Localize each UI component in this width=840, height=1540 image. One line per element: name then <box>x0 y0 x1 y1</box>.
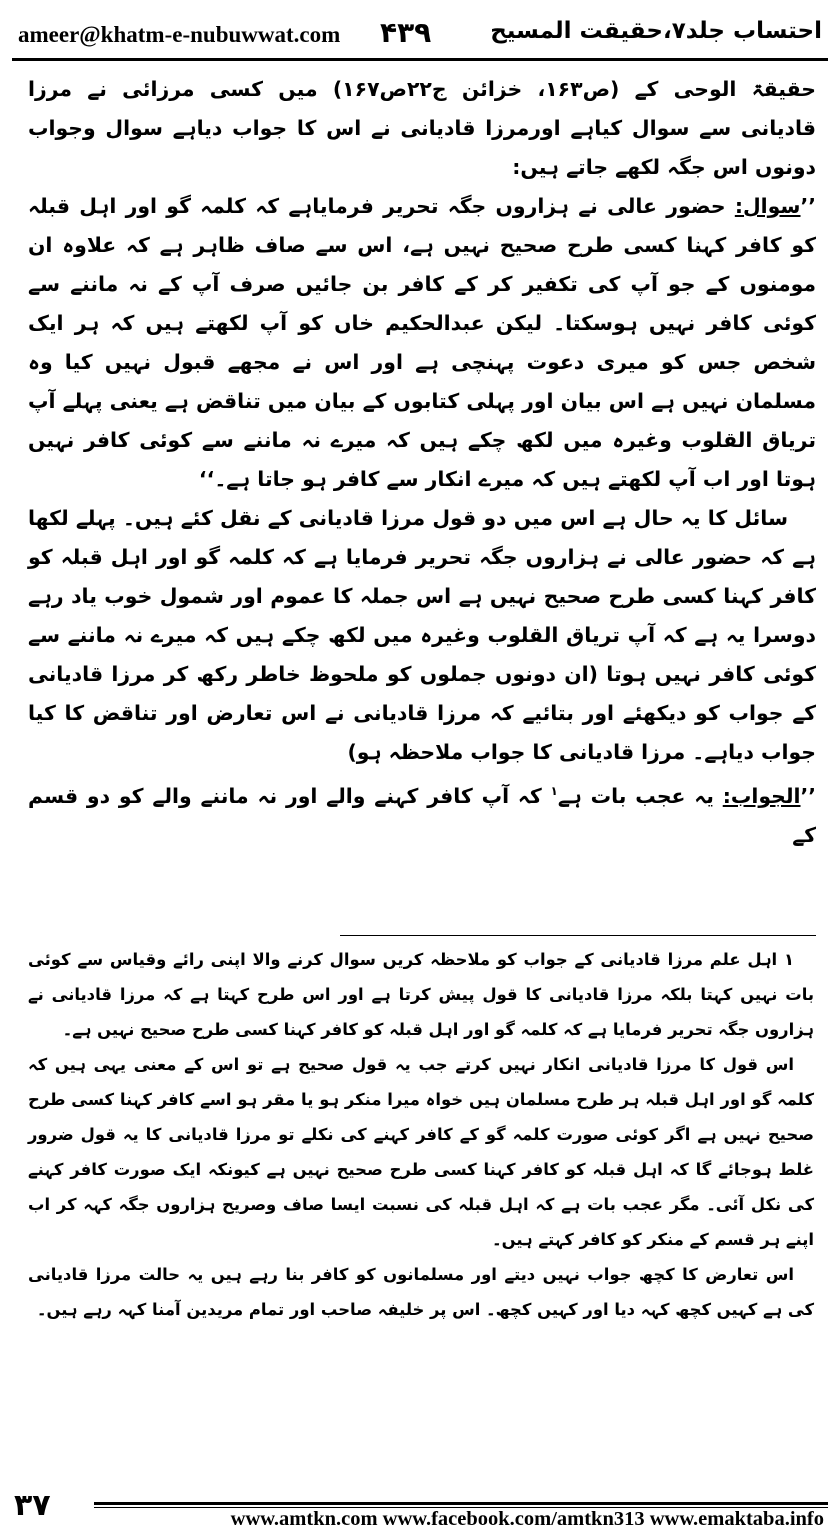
footnote-3: اس تعارض کا کچھ جواب نہیں دیتے اور مسلمانوں کو کافر بنا رہے ہیں یہ حالت مرزا قادیانی کی ہے کہیں کچھ کہہ دیا اور کہیں کچھ۔ اس پر خلیفہ صاحب اور تمام مریدین آمنا کہہ رہے ہیں۔ <box>28 1265 814 1319</box>
commentary-paragraph: سائل کا یہ حال ہے اس میں دو قول مرزا قادیانی کے نقل کئے ہیں۔ پہلے لکھا ہے کہ حضور عالی نے ہزاروں جگہ تحریر فرمایا ہے کہ کلمہ گو اور اہل قبلہ کو کافر کہنا کسی طرح صحیح نہیں ہے اس جملہ کا عموم اور شمول خوب یاد رہے دوسرا یہ ہے کہ آپ تریاق القلوب وغیرہ میں لکھ چکے ہیں کہ میرے نہ ماننے سے کوئی کافر نہیں ہوتا (ان دونوں جملوں کو ملحوظ خاطر رکھ کر مرزا قادیانی کے جواب کو دیکھئے اور بتائیے کہ مرزا قادیانی نے اس تعارض اور تناقض کا کیا جواب دیاہے۔ مرزا قادیانی کا جواب ملاحظہ ہو) <box>28 506 816 764</box>
answer-paragraph: ’’الجواب: یہ عجب بات ہے$^۱$ کہ آپ کافر کہنے والے اور نہ ماننے والے کو دو قسم کے <box>28 783 816 847</box>
page-header <box>12 14 828 54</box>
header-rule <box>12 58 828 61</box>
header-email[interactable]: ameer@khatm-e-nubuwwat.com <box>18 22 341 47</box>
footer-page-number: ۳۷ <box>14 1488 51 1523</box>
footer-rule-thick <box>94 1502 828 1505</box>
footnotes <box>28 942 814 1327</box>
footnote-1 <box>28 942 814 1047</box>
question-paragraph: ’’سوال: حضور عالی نے ہزاروں جگہ تحریر فرمایاہے کہ کلمہ گو اور اہل قبلہ کو کافر کہنا کسی طرح صحیح نہیں ہے، اس سے صاف ظاہر ہے کہ علاوہ ان مومنوں کے جو آپ کی تکفیر کر کے کافر بن جائیں صرف آپ کے نہ ماننے سے کوئی کافر نہیں ہوسکتا۔ لیکن عبدالحکیم خاں کو آپ لکھتے ہیں کہ ہر ایک شخص جس کو میری دعوت پہنچی ہے اور اس نے مجھے قبول نہیں کیا وہ مسلمان نہیں ہے اس بیان اور پہلی کتابوں کے بیان میں تناقض ہے یعنی پہلے آپ تریاق القلوب وغیرہ میں لکھ چکے ہیں کہ میرے نہ ماننے سے کوئی کافر نہیں ہوتا اور اب آپ لکھتے ہیں کہ میرے انکار سے کافر ہو جاتا ہے۔‘‘ <box>28 194 816 491</box>
footnote-marker[interactable]: ۱ <box>550 784 558 798</box>
footnote-rule <box>340 935 816 936</box>
answer-rest: کہ آپ کافر کہنے والے اور نہ ماننے والے کو دو قسم کے <box>28 783 816 847</box>
question-label: سوال: <box>734 194 801 218</box>
question-text: حضور عالی نے ہزاروں جگہ تحریر فرمایاہے کہ کلمہ گو اور اہل قبلہ کو کافر کہنا کسی طرح صحیح نہیں ہے، اس سے صاف ظاہر ہے کہ علاوہ ان مومنوں کے جو آپ کی تکفیر کر کے کافر بن جائیں صرف آپ کے نہ ماننے سے کوئی کافر نہیں ہوسکتا۔ لیکن عبدالحکیم خاں کو آپ لکھتے ہیں کہ ہر ایک شخص جس کو میری دعوت پہنچی ہے اور اس نے مجھے قبول نہیں کیا وہ مسلمان نہیں ہے اس بیان اور پہلی کتابوں کے بیان میں تناقض ہے یعنی پہلے آپ تریاق القلوب وغیرہ میں لکھ چکے ہیں کہ میرے نہ ماننے سے کوئی کافر نہیں ہوتا اور اب آپ لکھتے ہیں کہ میرے انکار سے کافر ہو جاتا ہے۔ <box>28 194 816 491</box>
header-page-number: ۴۳۹ <box>380 16 432 49</box>
intro-paragraph: حقیقۃ الوحی کے (ص۱۶۳، خزائن ج۲۲ص۱۶۷) میں کسی مرزائی نے مرزا قادیانی سے سوال کیاہے اورمرزا قادیانی نے اس کا جواب دیاہے سوال وجواب دونوں اس جگہ لکھے جاتے ہیں: <box>28 77 816 179</box>
main-text <box>28 70 816 855</box>
page-footer <box>12 1488 828 1532</box>
footnote-2: اس قول کا مرزا قادیانی انکار نہیں کرتے جب یہ قول صحیح ہے تو اس کے معنی یہی ہیں کہ کلمہ گو اور اہل قبلہ ہر طرح مسلمان ہیں خواہ میرا منکر ہو یا مقر ہو اسے کافر کہنا کسی طرح صحیح نہیں ہے اگر کوئی صورت کلمہ گو کے کافر کہنے کی نکلے تو مرزا قادیانی کا یہ قول ضرور غلط ہوجائے گا کہ اہل قبلہ کو کافر کہنا کسی طرح صحیح نہیں ہے کیونکہ ایک صورت کافر کہنے کی نکل آئی۔ مگر عجب بات ہے کہ اہل قبلہ کی نسبت ایسا صاف وصریح ہزاروں جگہ کہہ کر اب اپنے ہر قسم کے منکر کو کافر کہتے ہیں۔ <box>28 1055 814 1249</box>
footnote-1-marker: ۱ <box>783 950 794 969</box>
footer-links[interactable]: www.amtkn.com www.facebook.com/amtkn313 www.emaktaba.info <box>230 1508 824 1530</box>
footnote-1-text: اہل علم مرزا قادیانی کے جواب کو ملاحظہ کریں سوال کرنے والا اپنی رائے وقیاس سے کوئی بات نہیں کہتا بلکہ مرزا قادیانی کا قول پیش کرتا ہے اور اس طرح کہتا ہے کہ مرزا قادیانی نے ہزاروں جگہ تحریر فرمایا ہے کہ کلمہ گو اور اہل قبلہ کو کافر کہنا کسی طرح صحیح نہیں ہے۔ <box>28 950 814 1039</box>
answer-text: یہ عجب بات ہے <box>557 783 714 808</box>
header-title: احتساب جلد۷،حقیقت المسیح <box>490 18 822 44</box>
answer-label: الجواب: <box>722 783 801 808</box>
